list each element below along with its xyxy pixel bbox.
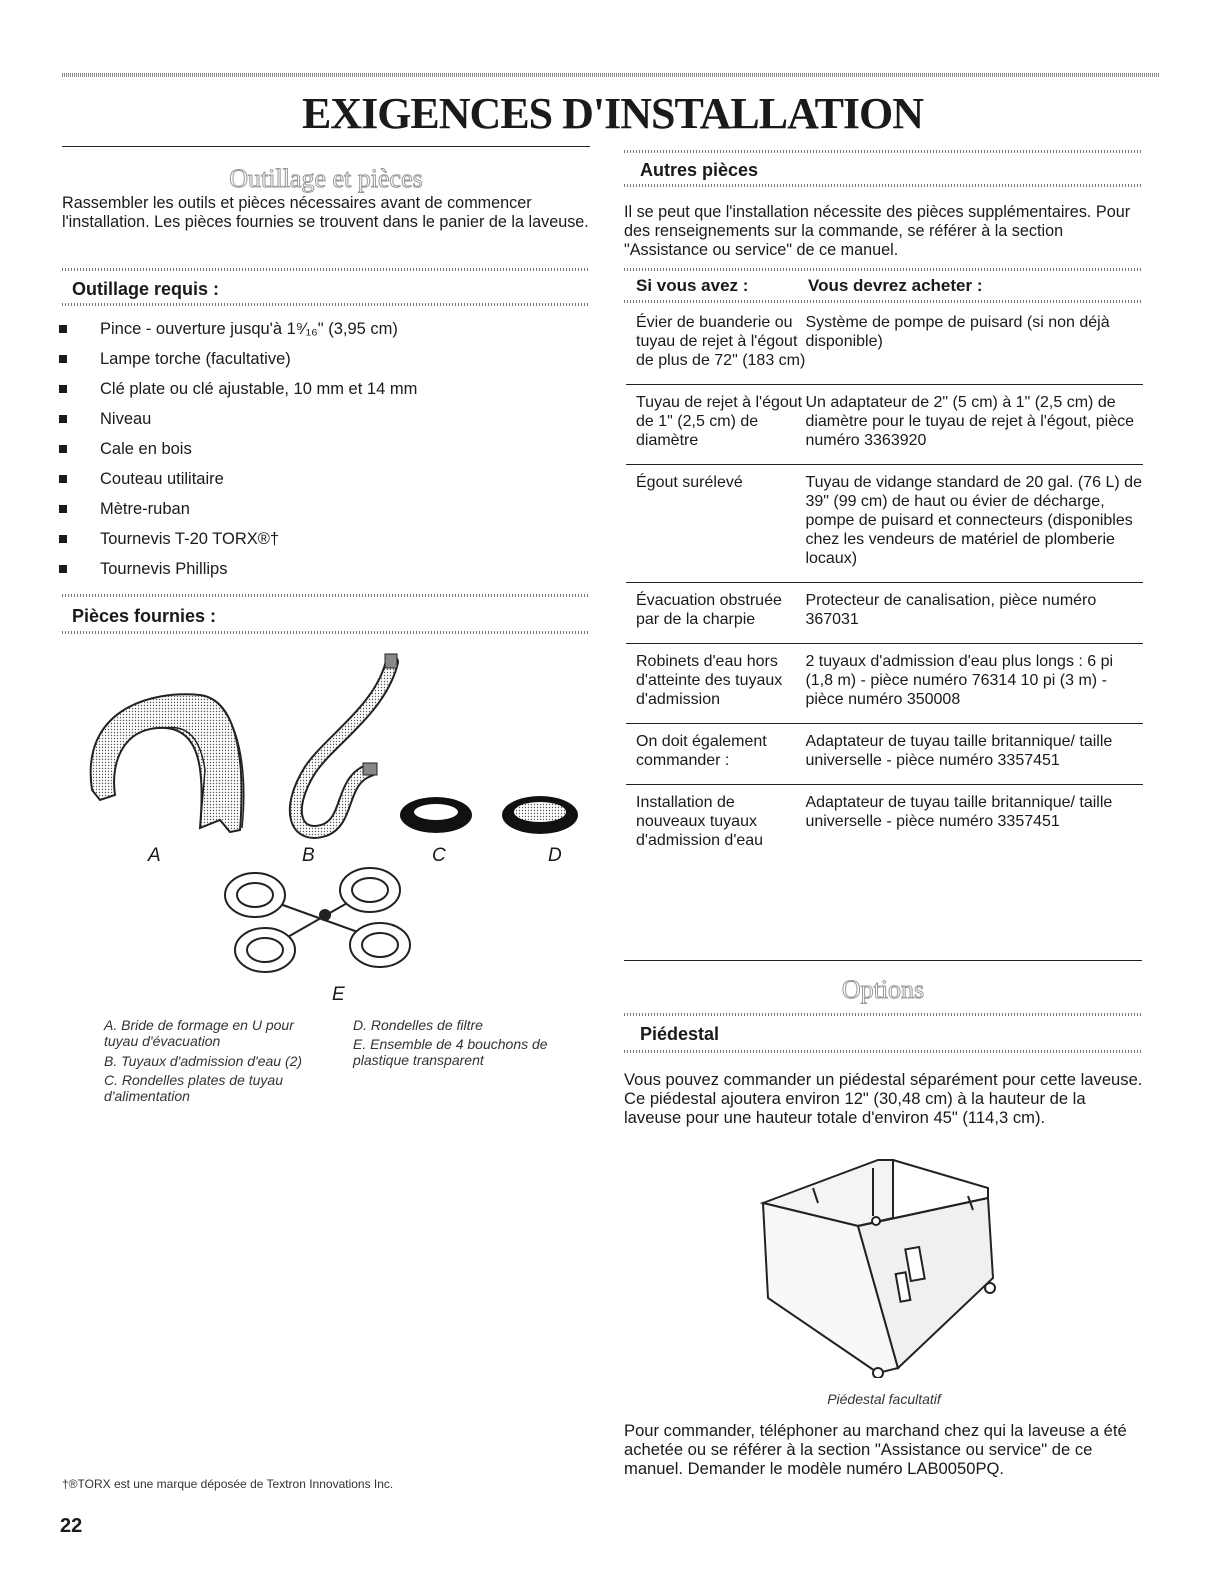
cell-have: Évacuation obstruée par de la charpie: [626, 583, 805, 644]
bullet-icon: [59, 445, 67, 453]
divider: [624, 1013, 1142, 1016]
tool-label: Lampe torche (facultative): [100, 350, 291, 368]
pedestal-caption: Piédestal facultatif: [827, 1391, 941, 1407]
tool-label: Cale en bois: [100, 440, 192, 458]
divider: [62, 631, 590, 634]
cell-buy: Un adaptateur de 2" (5 cm) à 1" (2,5 cm) de diamètre pour le tuyau de rejet à l'égout, pièce numéro 3363920: [805, 385, 1143, 465]
list-item: [57, 378, 587, 408]
bullet-icon: [59, 535, 67, 543]
inlet-hose-part-b: [296, 654, 397, 832]
divider: [624, 300, 1142, 303]
tool-label: Mètre-ruban: [100, 500, 190, 518]
table-row: [626, 724, 1143, 785]
table-row: [626, 305, 1143, 385]
section-heading-outillage: Outillage et pièces: [229, 164, 423, 193]
list-item: [57, 348, 587, 378]
top-decorative-band: [62, 73, 1160, 77]
bullet-icon: [59, 415, 67, 423]
cell-have: Tuyau de rejet à l'égout de 1" (2,5 cm) de diamètre: [626, 385, 805, 465]
cell-buy: Protecteur de canalisation, pièce numéro 367031: [805, 583, 1143, 644]
part-label-c: C: [432, 845, 446, 866]
list-item: [57, 438, 587, 468]
divider: [624, 268, 1142, 271]
cell-buy: Système de pompe de puisard (si non déjà disponible): [805, 305, 1143, 385]
list-item: [57, 528, 587, 558]
bullet-icon: [59, 385, 67, 393]
u-bracket-part-a: [91, 694, 244, 832]
page-title: EXIGENCES D'INSTALLATION: [301, 89, 924, 138]
bullet-icon: [59, 505, 67, 513]
part-label-b: B: [302, 845, 315, 866]
caption-c: C. Rondelles plates de tuyau d'alimentation: [104, 1072, 283, 1104]
order-text: Pour commander, téléphoner au marchand chez qui la laveuse a été achetée ou se référer à la section "Assistance ou service" de ce manuel. Demander le modèle numéro LAB0050PQ.: [624, 1421, 1127, 1478]
pedestal-text: Vous pouvez commander un piédestal séparément pour cette laveuse. Ce piédestal ajoutera environ 12" (30,48 cm) à la hauteur de la laveuse pour une hauteur totale d'environ 45" (114,3 cm).: [624, 1070, 1143, 1127]
flat-washer-part-c: [400, 797, 472, 833]
caption-d: D. Rondelles de filtre: [353, 1017, 483, 1033]
tool-label: Niveau: [100, 410, 152, 428]
divider: [62, 303, 590, 306]
section-heading-options: Options: [841, 975, 925, 1004]
bullet-icon: [59, 565, 67, 573]
list-item: [57, 498, 587, 528]
divider: [624, 1050, 1142, 1053]
cell-have: Égout surélevé: [626, 465, 805, 583]
tool-label: Tournevis Phillips: [100, 560, 228, 578]
bullet-icon: [59, 355, 67, 363]
footnote: †®TORX est une marque déposée de Textron Innovations Inc.: [62, 1477, 394, 1491]
filter-washer-part-d: [502, 796, 578, 834]
bullet-icon: [59, 475, 67, 483]
table-row: [626, 583, 1143, 644]
cell-buy: Adaptateur de tuyau taille britannique/ taille universelle - pièce numéro 3357451: [805, 794, 1113, 830]
part-label-d: D: [548, 845, 562, 866]
caption-a: A. Bride de formage en U pour tuyau d'évacuation: [104, 1017, 294, 1049]
cell-have: On doit également commander :: [626, 724, 805, 785]
table-row: [626, 644, 1143, 724]
parts-heading: Pièces fournies :: [72, 606, 217, 626]
part-label-a: A: [148, 845, 161, 866]
parts-table: [626, 305, 1143, 864]
tools-list: [57, 318, 587, 588]
pedestal-heading: Piédestal: [640, 1024, 720, 1044]
plastic-plugs-part-e: [225, 868, 410, 972]
bullet-icon: [59, 325, 67, 333]
page-number: 22: [60, 1515, 83, 1537]
options-top-rule: [624, 960, 1142, 961]
divider: [624, 184, 1142, 187]
caption-b: B. Tuyaux d'admission d'eau (2): [104, 1053, 303, 1069]
table-row: [626, 385, 1143, 465]
cell-have: Évier de buanderie ou tuyau de rejet à l'égout de plus de 72" (183 cm): [626, 305, 805, 385]
table-header-buy: Vous devrez acheter :: [808, 276, 983, 295]
part-label-e: E: [332, 984, 345, 1005]
table-row: [626, 465, 1143, 583]
cell-have: Robinets d'eau hors d'atteinte des tuyaux d'admission: [626, 644, 805, 724]
table-header-have: Si vous avez :: [636, 276, 749, 295]
caption-e: E. Ensemble de 4 bouchons de plastique transparent: [353, 1036, 548, 1068]
list-item: [57, 318, 587, 348]
cell-buy: Adaptateur de tuyau taille britannique/ taille universelle - pièce numéro 3357451: [805, 724, 1143, 785]
cell-buy: 2 tuyaux d'admission d'eau plus longs : 6 pi (1,8 m) - pièce numéro 76314 10 pi (3 m) - pièce numéro 350008: [805, 644, 1143, 724]
list-item: [57, 468, 587, 498]
other-parts-heading: Autres pièces: [640, 160, 759, 180]
table-row: [626, 785, 1143, 865]
cell-have: Installation de nouveaux tuyaux d'admission d'eau: [636, 794, 764, 849]
tools-heading: Outillage requis :: [72, 279, 220, 299]
parts-illustration: [80, 650, 600, 990]
list-item: [57, 408, 587, 438]
tool-label: Pince - ouverture jusqu'à 1⁹⁄₁₆" (3,95 cm): [100, 320, 398, 338]
tool-label: Tournevis T-20 TORX®†: [100, 530, 280, 548]
other-parts-intro: Il se peut que l'installation nécessite des pièces supplémentaires. Pour des renseignements sur la commande, se référer à la section "Assistance ou service" de ce manuel.: [624, 203, 1131, 259]
left-top-rule: [62, 146, 590, 147]
divider: [62, 594, 590, 597]
divider: [62, 268, 590, 271]
cell-buy: Tuyau de vidange standard de 20 gal. (76 L) de 39" (99 cm) de haut ou évier de décharge, pompe de puisard et connecteurs (disponibles chez les vendeurs de matériel de plomberie locaux): [805, 465, 1143, 583]
list-item: [57, 558, 587, 588]
intro-text: Rassembler les outils et pièces nécessaires avant de commencer l'installation. Les pièces fournies se trouvent dans le panier de la laveuse.: [62, 194, 589, 231]
divider: [624, 150, 1142, 153]
tool-label: Clé plate ou clé ajustable, 10 mm et 14 mm: [100, 380, 418, 398]
pedestal-illustration: [758, 1148, 1008, 1378]
tool-label: Couteau utilitaire: [100, 470, 224, 488]
